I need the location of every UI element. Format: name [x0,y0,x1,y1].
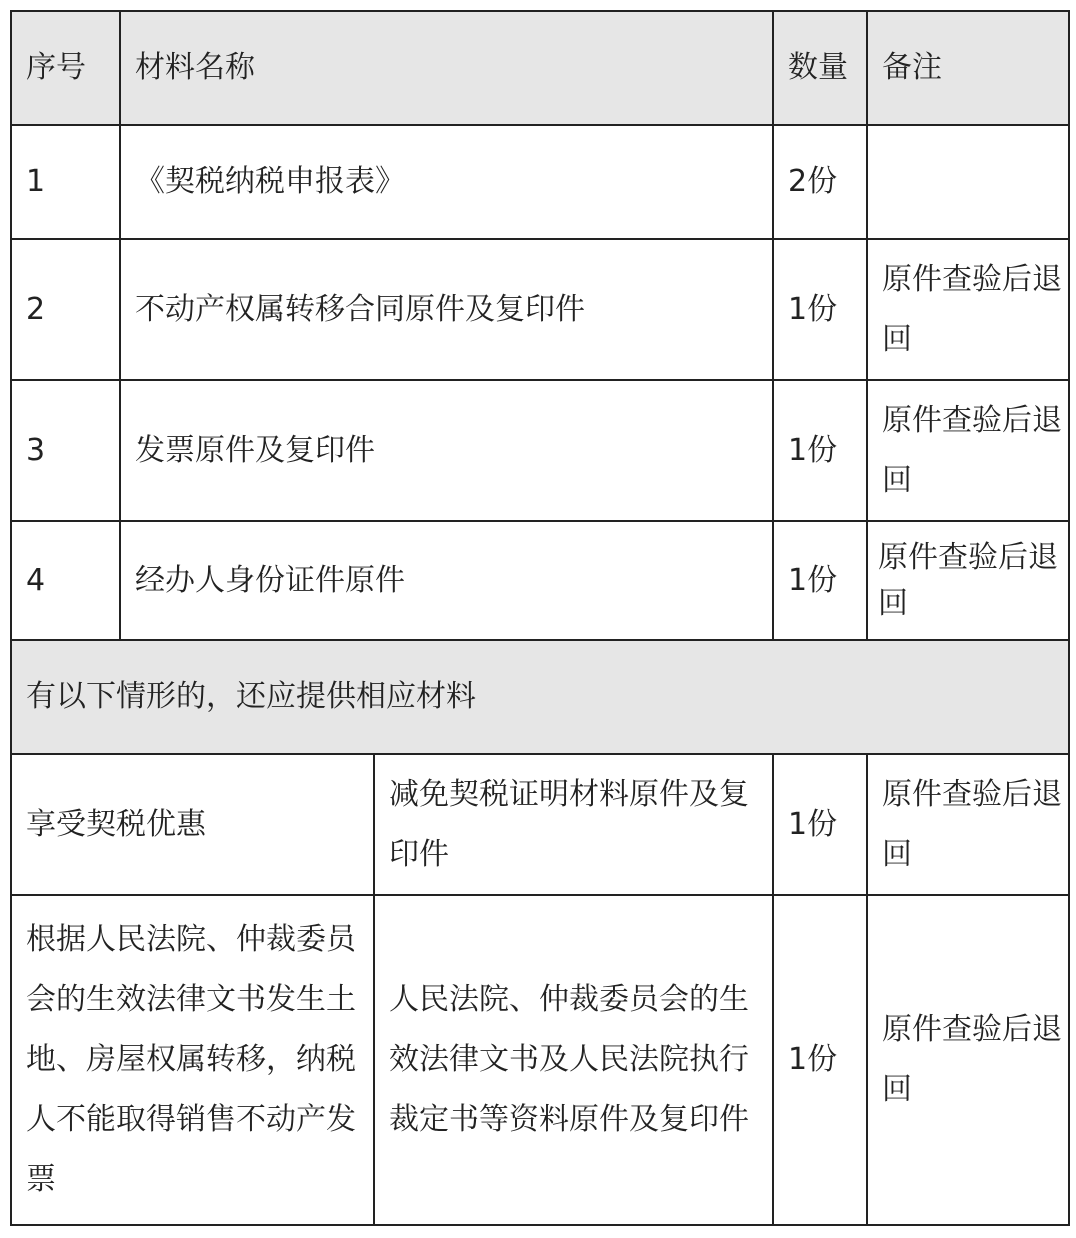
table-row [11,380,1069,521]
row-remark [867,125,1069,239]
row-qty: 1份 [773,895,867,1225]
conditional-row [11,895,1069,1225]
header-qty: 数量 [773,11,867,125]
row-qty: 1份 [773,239,867,380]
row-name: 不动产权属转移合同原件及复印件 [120,239,773,380]
row-no: 4 [11,521,120,640]
row-no: 1 [11,125,120,239]
row-name: 《契税纳税申报表》 [120,125,773,239]
row-no: 2 [11,239,120,380]
table-row [11,125,1069,239]
row-name: 经办人身份证件原件 [120,521,773,640]
row-qty: 1份 [773,521,867,640]
row-remark: 原件查验后退回 [867,239,1069,380]
row-qty: 2份 [773,125,867,239]
row-name: 发票原件及复印件 [120,380,773,521]
row-remark: 原件查验后退回 [867,895,1069,1225]
table-row [11,239,1069,380]
conditional-row [11,754,1069,895]
condition-cell: 享受契税优惠 [11,754,374,895]
section-note: 有以下情形的，还应提供相应材料 [11,640,1069,754]
materials-table [10,10,1070,1226]
row-qty: 1份 [773,380,867,521]
material-cell: 人民法院、仲裁委员会的生效法律文书及人民法院执行裁定书等资料原件及复印件 [374,895,773,1225]
table-row [11,521,1069,640]
row-remark: 原件查验后退回 [867,380,1069,521]
row-qty: 1份 [773,754,867,895]
header-remark: 备注 [867,11,1069,125]
row-remark: 原件查验后退回 [867,521,1069,640]
header-no: 序号 [11,11,120,125]
condition-cell: 根据人民法院、仲裁委员会的生效法律文书发生土地、房屋权属转移，纳税人不能取得销售不动产发票 [11,895,374,1225]
section-note-row [11,640,1069,754]
material-cell: 减免契税证明材料原件及复印件 [374,754,773,895]
header-row [11,11,1069,125]
row-no: 3 [11,380,120,521]
row-remark: 原件查验后退回 [867,754,1069,895]
header-name: 材料名称 [120,11,773,125]
